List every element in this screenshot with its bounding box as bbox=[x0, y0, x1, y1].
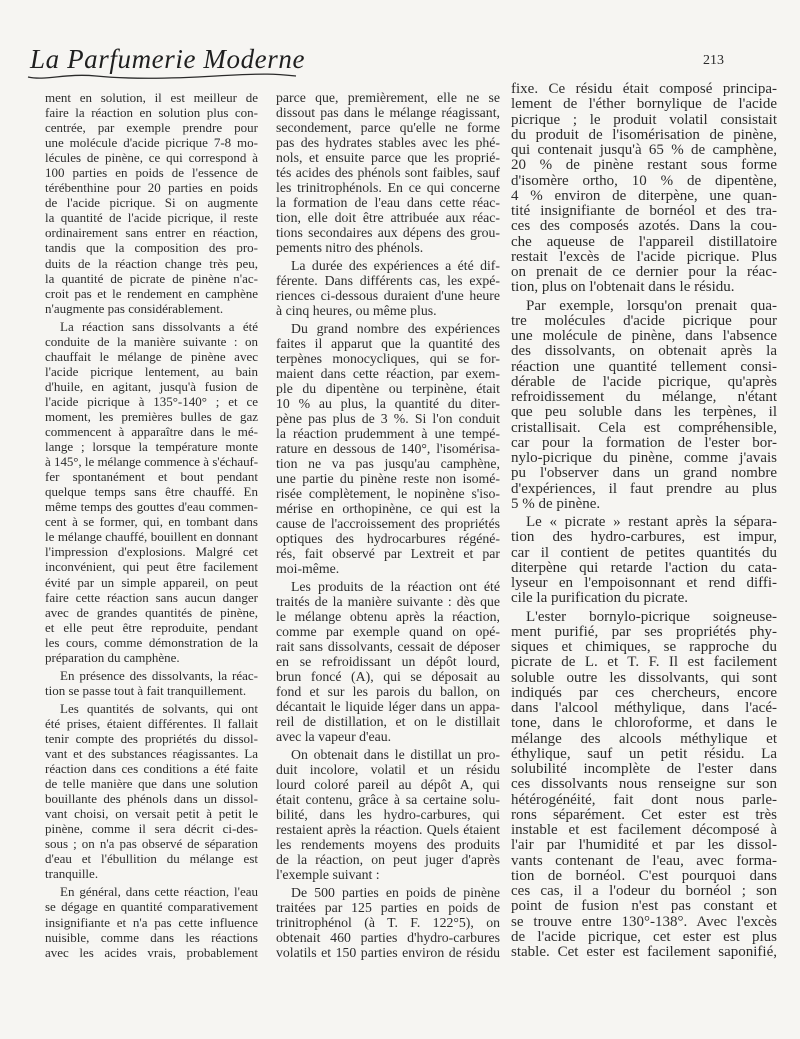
text-line: tandis que la composition des pro- bbox=[45, 240, 258, 256]
text-line: se trouve entre 130°-138°. Avec l'excès bbox=[511, 913, 777, 930]
text-line: Les quantités de solvants, qui ont bbox=[60, 700, 258, 716]
text-line: faire la réaction en solution plus con- bbox=[45, 105, 258, 121]
text-line: maient dans cette réaction, par exem- bbox=[276, 366, 500, 381]
text-line: pu l'observer dans un grand nombre bbox=[511, 465, 777, 482]
text-line: tone, dans le chloroforme, et dans le bbox=[511, 715, 777, 732]
text-line: ple du dipentène ou terpinène, était bbox=[276, 381, 500, 396]
text-line: pène pas plus de 3 %. Si l'on conduit bbox=[276, 411, 500, 426]
text-line: éthylique, sauf un petit résidu. La bbox=[511, 745, 777, 762]
text-line: ces dissolvants nous renseigne sur son bbox=[511, 776, 777, 793]
text-line: brun foncé (A), qui se déposait au bbox=[276, 669, 500, 684]
text-line: terpènes monocycliques, qui se for- bbox=[276, 351, 500, 366]
text-line: quelque temps sans être chauffé. En bbox=[45, 484, 258, 500]
text-line: lécules de pinène, ce qui correspond à bbox=[45, 150, 258, 166]
text-line: on prenait de ce dernier pour la réac- bbox=[511, 264, 777, 280]
text-line: l'exemple suivant : bbox=[276, 867, 380, 882]
text-line: On obtenait dans le distillat un pro- bbox=[291, 747, 500, 762]
text-line: d'isomère ortho, 10 % de dipentène, bbox=[511, 172, 777, 189]
text-line: évité par un simple appareil, on peut bbox=[45, 574, 258, 590]
text-line: la réaction prudemment à une tempé- bbox=[276, 426, 500, 441]
text-line: pas des hydrates stables avec les phé- bbox=[276, 135, 500, 150]
text-line: point de fusion n'est pas constant et bbox=[511, 898, 777, 915]
text-line: picrate de L. et T. F. Il est facilement bbox=[511, 654, 777, 671]
masthead-flourish bbox=[26, 70, 298, 82]
text-line: était contenu, grâce à sa certaine solu- bbox=[276, 792, 500, 807]
text-line: rons séparément. Cet ester est très bbox=[511, 806, 777, 823]
text-line: L'ester bornylo-picrique soigneuse- bbox=[526, 608, 777, 625]
text-line: tions secondaires aux dépens des grou- bbox=[276, 225, 500, 240]
paragraph bbox=[276, 90, 500, 255]
text-line: hétérogénéité, fait dont nous parle- bbox=[511, 791, 777, 808]
text-line: de telle manière que dans une solution bbox=[45, 776, 258, 792]
text-line: fixe. Ce résidu était composé principa- bbox=[511, 81, 777, 97]
text-line: dissout pas dans le mélange réagissant, bbox=[276, 105, 500, 120]
text-line: reil de distillation, et on le distillait bbox=[276, 714, 500, 729]
text-line: volatils et 150 parties environ de résidu bbox=[276, 945, 500, 960]
text-line: tenir compte des propriétés du dissol- bbox=[45, 730, 258, 746]
text-line: optiques des hydrocarbures régéné- bbox=[276, 531, 500, 546]
text-line: lourd coloré pareil au dépôt A, qui bbox=[276, 777, 500, 792]
text-line: n'augmente pas considérablement. bbox=[45, 300, 224, 316]
text-line: cile la purification du picrate. bbox=[511, 590, 689, 607]
text-line: traitées par 125 parties en poids de bbox=[276, 900, 500, 915]
text-line: l'acide picrique à 135°-140° ; et ce bbox=[45, 393, 258, 409]
text-line: tion ne va pas jusqu'au camphène, bbox=[276, 456, 500, 471]
text-line: soluble outre les dissolvants, qui sont bbox=[511, 669, 777, 686]
text-line: duits de la réaction change très peu, bbox=[45, 255, 258, 271]
text-line: rature en dessous de 140°, l'isomérisa- bbox=[276, 441, 500, 456]
paragraph bbox=[511, 515, 777, 607]
text-line: En général, dans cette réaction, l'eau bbox=[60, 884, 258, 900]
text-line: et elle peut être reproduite, pendant bbox=[45, 619, 258, 635]
text-line: mérise en orthopinène, ce qui est la bbox=[276, 501, 500, 516]
text-line: car il contient de petites quantités du bbox=[511, 544, 777, 561]
text-line: tité insignifiante de bornéol et des tra- bbox=[511, 203, 777, 219]
text-line: comme par exemple quand on opé- bbox=[276, 624, 500, 639]
paragraph bbox=[45, 319, 258, 665]
text-line: chauffait le mélange de pinène avec bbox=[45, 348, 258, 364]
text-line: férente. Dans différents cas, les expé- bbox=[276, 273, 500, 288]
text-line: vant et des substances réagissantes. La bbox=[45, 746, 258, 762]
text-line: inconvénient, qui peut être facilement bbox=[45, 559, 258, 575]
text-line: siques et chimiques, se rapproche du bbox=[511, 639, 777, 655]
text-line: à cinq heures, ou même plus. bbox=[276, 303, 437, 318]
text-line: centrée, par exemple prendre pour bbox=[45, 120, 258, 136]
text-line: fer spontanément et bout pendant bbox=[45, 469, 258, 485]
text-line: du produit de l'isomérisation de pinène, bbox=[511, 126, 777, 143]
text-line: en se refroidissant un dépôt lourd, bbox=[276, 654, 500, 669]
text-line: préparation du camphène. bbox=[45, 649, 180, 665]
text-line: restaient après la réaction. Quels étaient bbox=[276, 822, 500, 837]
text-line: conduite de la manière suivante : on bbox=[45, 333, 258, 349]
text-line: de l'acide picrique, cet ester est plus bbox=[511, 928, 777, 945]
paragraph bbox=[511, 82, 777, 296]
text-line: traités de la manière suivante : dès que bbox=[276, 594, 500, 609]
text-column-1 bbox=[45, 90, 258, 960]
text-line: cristallisait. Cela est compréhensible, bbox=[511, 419, 777, 436]
text-line: faire cette réaction sans aucun danger bbox=[45, 589, 258, 605]
text-line: De 500 parties en poids de pinène bbox=[291, 885, 500, 900]
text-column-2 bbox=[276, 90, 500, 960]
text-line: 10 % au plus, la quantité du diter- bbox=[276, 396, 500, 411]
text-line: refroidissement du mélange, n'étant bbox=[511, 389, 777, 405]
text-line: pinène, comme il sera décrit ci-des- bbox=[45, 821, 258, 837]
text-line: tés acides des phénols sont faibles, sauf bbox=[276, 165, 500, 180]
text-line: dans l'alcool méthylique, dans l'acé- bbox=[511, 700, 777, 716]
text-line: que peu soluble dans les terpènes, il bbox=[511, 404, 777, 421]
paragraph bbox=[276, 321, 500, 576]
text-line: pements nitro des phénols. bbox=[276, 240, 424, 255]
text-line: stable. Cet ester est facilement saponifié, bbox=[511, 944, 777, 960]
text-line: une molécule de pinène, dans l'absence bbox=[511, 328, 777, 344]
paragraph bbox=[511, 299, 777, 513]
text-line: En présence des dissolvants, la réac- bbox=[60, 667, 258, 683]
text-line: le mélange obtenu après la réaction, bbox=[276, 609, 500, 624]
text-line: fond et sur les parois du ballon, on bbox=[276, 684, 500, 699]
paragraph bbox=[45, 90, 258, 316]
text-line: faites il apparut que la quantité des bbox=[276, 336, 500, 351]
text-line: La réaction sans dissolvants a été bbox=[60, 318, 258, 334]
text-line: diterpène qui retarde l'action du cata- bbox=[511, 559, 777, 576]
text-line: trinitrophénol (à T. F. 122°5), on bbox=[276, 915, 500, 930]
text-line: l'acide picrique lentement, au bain bbox=[45, 363, 258, 379]
text-line: mélange des alcools méthylique et bbox=[511, 730, 777, 747]
text-line: parce que, premièrement, elle ne se bbox=[276, 90, 500, 105]
text-line: rés, fait observé par Lextreit et par bbox=[276, 546, 500, 561]
text-line: l'impression d'explosions. Malgré cet bbox=[45, 544, 258, 560]
text-line: moi-même. bbox=[276, 561, 340, 576]
page-number: 213 bbox=[703, 53, 724, 68]
text-line: vant choisi, on versait petit à petit le bbox=[45, 806, 258, 822]
text-line: ment purifié, par ses propriétés phy- bbox=[511, 623, 777, 640]
text-line: cause de l'accroissement des propriétés bbox=[276, 516, 500, 531]
text-line: la quantité de picrate de pinène n'ac- bbox=[45, 270, 258, 286]
text-line: restait l'excès de l'acide picrique. Plus bbox=[511, 248, 777, 265]
text-line: Du grand nombre des expériences bbox=[291, 321, 500, 336]
text-line: les rendements moyens des produits bbox=[276, 837, 500, 852]
text-line: une molécule d'acide picrique 7-8 mo- bbox=[45, 135, 258, 151]
text-line: d'eau et l'ébullition du mélange est bbox=[45, 851, 258, 867]
text-line: les cours, comme démonstration de la bbox=[45, 634, 258, 650]
masthead-logo: La Parfumerie Moderne bbox=[30, 44, 306, 74]
text-line: 20 % de pinène restant sous forme bbox=[511, 157, 777, 174]
text-line: à 145°, le mélange commence à s'échauf- bbox=[45, 454, 258, 470]
text-line: tion se passe tout à fait tranquillement. bbox=[45, 682, 247, 698]
text-line: rait sans dissolvants, cessait de déposer bbox=[276, 639, 500, 654]
paragraph bbox=[276, 579, 500, 744]
text-line: dérable de l'acide picrique, qu'après bbox=[511, 373, 777, 390]
text-line: décantait le liquide léger dans un appa- bbox=[276, 699, 500, 714]
text-line: tre molécules d'acide picrique pour bbox=[511, 312, 777, 329]
paragraph bbox=[45, 884, 258, 959]
text-line: ment en solution, il est meilleur de bbox=[45, 90, 258, 105]
text-line: lange ; lorsque la température monte bbox=[45, 439, 258, 455]
text-line: 100 parties en poids de l'essence de bbox=[45, 165, 258, 181]
text-line: instable et est facilement décomposé à bbox=[511, 822, 777, 838]
text-line: solubilité incomplète de l'ester dans bbox=[511, 761, 777, 777]
text-line: avec les acides vrais, probablement bbox=[45, 944, 258, 960]
text-line: ces des composés azotés. Dans la cou- bbox=[511, 218, 777, 235]
text-line: se dégage en quantité comparativement bbox=[45, 899, 258, 915]
text-line: avec de grandes quantités de pinène, bbox=[45, 604, 258, 620]
text-line: ordinairement sans entrer en réaction, bbox=[45, 225, 258, 241]
text-line: lement de l'éther bornylique de l'acide bbox=[511, 96, 777, 113]
text-line: lyseur en l'empoisonnant et rend diffi- bbox=[511, 575, 777, 591]
text-line: tion, plus on l'obtenait dans le résidu. bbox=[511, 279, 735, 296]
text-line: de l'acide picrique. Si on augmente bbox=[45, 195, 258, 211]
paragraph bbox=[45, 701, 258, 882]
text-line: les trinitrophénols. En ce qui concerne bbox=[276, 180, 500, 195]
text-line: tranquille. bbox=[45, 866, 99, 882]
text-line: commencent à apparaître dans le mé- bbox=[45, 424, 258, 440]
text-column-3 bbox=[511, 82, 777, 960]
text-line: l'air par l'humidité et par les dissol- bbox=[511, 837, 777, 854]
text-line: tion de bornéol. C'est pourquoi dans bbox=[511, 867, 777, 884]
text-line: réaction dans ces conditions a été faite bbox=[45, 761, 258, 777]
text-line: ces cas, il a l'odeur du bornéol ; son bbox=[511, 883, 777, 899]
text-line: la quantité de l'acide picrique, il reste bbox=[45, 210, 258, 226]
text-line: nylo-picrique du pinène, comme j'avais bbox=[511, 450, 777, 466]
text-line: che aqueuse de l'appareil distillatoire bbox=[511, 233, 777, 250]
text-line: Le « picrate » restant après la sépara- bbox=[526, 514, 777, 530]
text-line: vants contenant de l'eau, avec forma- bbox=[511, 852, 777, 869]
text-line: car pour la formation de l'ester bor- bbox=[511, 434, 777, 451]
text-line: réaction une quantité tellement consi- bbox=[511, 358, 777, 375]
text-line: duit incolore, volatil et un résidu bbox=[276, 762, 500, 777]
text-line: une partie du pinène reste non isomé- bbox=[276, 471, 500, 486]
paragraph bbox=[276, 747, 500, 882]
text-line: croit pas et le rendement en camphène bbox=[45, 285, 258, 301]
paragraph bbox=[511, 610, 777, 961]
text-line: 4 % environ de diterpène, une quan- bbox=[511, 187, 777, 204]
text-line: nuisible, comme dans les réactions bbox=[45, 929, 258, 945]
text-line: des dissolvants, on obtenait après la bbox=[511, 343, 777, 360]
text-line: de la réaction, on peut juger d'après bbox=[276, 852, 500, 867]
text-line: térébenthine pour 20 parties en poids bbox=[45, 180, 258, 196]
text-line: sous ; on n'a pas observé de séparation bbox=[45, 836, 258, 852]
text-line: picrique ; le produit volatil consistait bbox=[511, 111, 777, 128]
text-line: qui contenait jusqu'à 65 % de camphène, bbox=[511, 142, 777, 158]
text-line: La durée des expériences a été dif- bbox=[291, 258, 500, 273]
text-line: bilité, dans les hydro-carbures, qui bbox=[276, 807, 500, 822]
text-line: risée complètement, le nopinène s'iso- bbox=[276, 486, 500, 501]
text-line: moment, les premières bulles de gaz bbox=[45, 408, 258, 424]
paragraph bbox=[276, 885, 500, 960]
text-line: nols, et ensuite parce que les proprié- bbox=[276, 150, 500, 165]
text-line: bouillante des phénols dans un dissol- bbox=[45, 791, 258, 807]
paragraph bbox=[276, 258, 500, 318]
text-line: riences ci-dessous duraient d'une heure bbox=[276, 288, 500, 303]
text-line: tion des hydro-carbures, est impur, bbox=[511, 529, 777, 546]
text-line: d'huile, en agitant, jusqu'à fusion de bbox=[45, 378, 258, 394]
text-line: indiqués par ces chercheurs, encore bbox=[511, 684, 777, 701]
text-line: même temps des gouttes d'eau commen- bbox=[45, 499, 258, 515]
text-line: insignifiante et n'a pas cette influence bbox=[45, 914, 258, 930]
text-line: été prises, étaient différentes. Il fallait bbox=[45, 715, 258, 731]
text-line: tion, elle doit être attribuée aux réac- bbox=[276, 210, 500, 225]
text-line: le mélange chauffé, bouillent en donnant bbox=[45, 529, 258, 545]
text-line: Les produits de la réaction ont été bbox=[291, 579, 500, 594]
text-line: 5 % de pinène. bbox=[511, 495, 601, 512]
text-line: Par exemple, lorsqu'on prenait qua- bbox=[526, 297, 777, 314]
text-line: d'expériences, il faut prendre au plus bbox=[511, 480, 777, 497]
text-line: avec la vapeur d'eau. bbox=[276, 729, 392, 744]
paragraph bbox=[45, 668, 258, 698]
text-line: secondement, parce qu'elle ne forme bbox=[276, 120, 500, 135]
text-line: la formation de l'eau dans cette réac- bbox=[276, 195, 500, 210]
text-line: cent à se former, qui, en tombant dans bbox=[45, 514, 258, 530]
text-line: obtenait 460 parties d'hydro-carbures bbox=[276, 930, 500, 945]
